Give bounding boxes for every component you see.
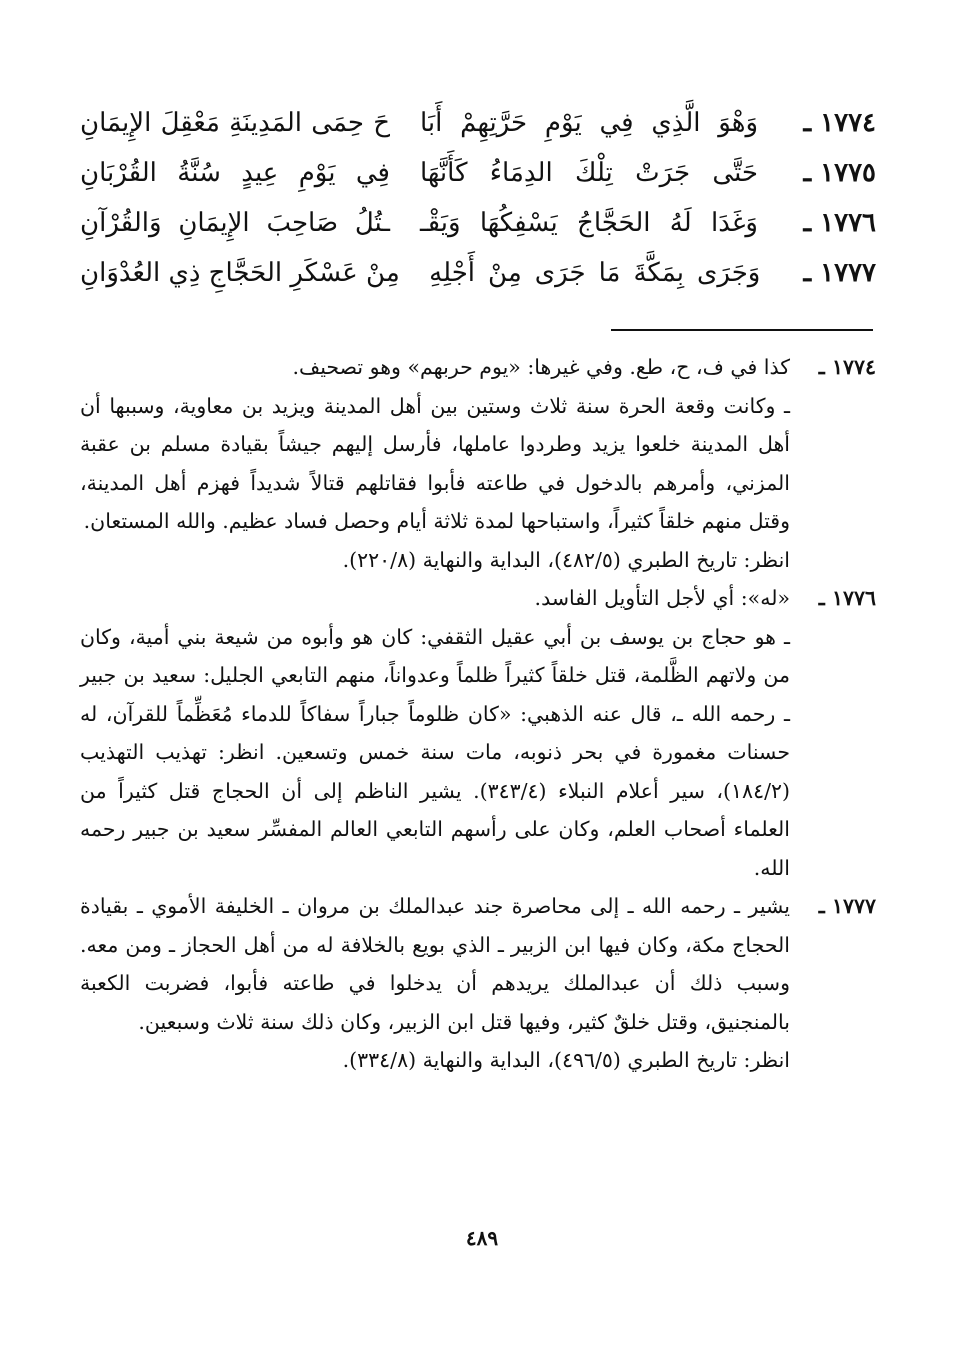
- footnote-paragraph: «له»: أي لأجل التأويل الفاسد.: [534, 586, 790, 610]
- verse-number: ١٧٧٥ ـ: [803, 158, 876, 188]
- footnote-reference: انظر: تاريخ الطبري (٤٩٦/٥)، البداية والنهاية (٣٣٤/٨).: [342, 1048, 790, 1072]
- verse-second-hemistich: مِنْ عَسْكَرِ الحَجَّاجِ ذِي العُدْوَانِ: [80, 258, 400, 288]
- poem-verses: [80, 108, 876, 308]
- verse-first-hemistich: حَتَّى جَرَتْ تِلْكَ الدِمَاءُ كَأَنَّهَا: [420, 158, 758, 188]
- footnote-reference: انظر: تاريخ الطبري (٤٨٢/٥)، البداية والنهاية (٢٢٠/٨).: [342, 547, 790, 572]
- footnote-1777: [80, 887, 876, 1080]
- footnote-number: ١٧٧٤ ـ: [818, 355, 876, 379]
- verse-1776: [80, 208, 876, 258]
- verse-first-hemistich: وَهْوَ الَّذِي فِي يَوْمِ حَرَّتِهِمْ أَبَا: [420, 108, 758, 138]
- footnote-number: ١٧٧٧ ـ: [818, 894, 876, 918]
- footnote-number: ١٧٧٦ ـ: [818, 586, 876, 610]
- verse-number: ١٧٧٤ ـ: [803, 108, 876, 138]
- verse-first-hemistich: وَجَرَى بِمَكَّةَ مَا جَرَى مِنْ أَجْلِهِ: [429, 258, 761, 288]
- verse-number: ١٧٧٧ ـ: [803, 258, 876, 288]
- footnote-1776: [80, 579, 876, 887]
- footnote-1774: [80, 348, 876, 579]
- verse-1775: [80, 158, 876, 208]
- footnote-paragraph: يشير ـ رحمه الله ـ إلى محاصرة جند عبدالملك بن مروان ـ الخليفة الأموي ـ بقيادة الحجاج مكة، وكان فيها ابن الزبير ـ الذي بويع بالخلافة له من أهل الحجاز ـ ومن معه. وسبب ذلك أن عبدالملك يريدهم أن يدخلوا في طاعته فأبوا، فضربت الكعبة بالمنجنيق، وقتل خلقٌ كثير، وفيها قتل ابن الزبير، وكان ذلك سنة ثلاث وسبعين.: [80, 894, 790, 1034]
- verse-number: ١٧٧٦ ـ: [803, 208, 876, 238]
- verse-second-hemistich: فِي يَوْمِ عِيدٍ سُنَّةُ القُرْبَانِ: [80, 158, 390, 188]
- footnote-separator: [611, 329, 873, 331]
- footnote-paragraph: كذا في ف، ح، طع. وفي غيرها: «يوم حربهم» وهو تصحيف.: [292, 355, 790, 379]
- footnote-paragraph: ـ هو حجاج بن يوسف بن أبي عقيل الثقفي: كان هو وأبوه من شيعة بني أمية، وكان من ولاتهم الظَّلمة، قتل خلقاً كثيراً ظلماً وعدواناً، منهم التابعي الجليل: سعيد بن جبير ـ رحمه الله ـ، قال عنه الذهبي: «كان ظلوماً جباراً سفاكاً للدماء مُعَظِّماً للقرآن، له حسنات مغمورة في بحر ذنوبه، مات سنة خمس وتسعين. انظر: تهذيب التهذيب (١٨٤/٢)، سير أعلام النبلاء (٣٤٣/٤). يشير الناظم إلى أن الحجاج قتل كثيراً من العلماء أصحاب العلم، وكان على رأسهم التابعي العالم المفسِّر سعيد بن جبير رحمه الله.: [80, 624, 790, 880]
- footnote-paragraph: ـ وكانت وقعة الحرة سنة ثلاث وستين بين أهل المدينة ويزيد بن معاوية، وسببها أن أهل المدينة خلعوا يزيد وطردوا عاملها، فأرسل إليهم جيشاً بقيادة مسلم بن عقبة المزني، وأمرهم بالدخول في طاعته فأبوا فقاتلهم قتالاً شديداً فهزم أهل المدينة، وقتل منهم خلقاً كثيراً، واستباحها لمدة ثلاثة أيام وحصل فساد عظيم. والله المستعان.: [80, 393, 790, 533]
- footnotes: [80, 348, 876, 1080]
- verse-second-hemistich: ـتُلُ صَاحِبَ الإِيمَانِ وَالقُرْآنِ: [80, 208, 390, 238]
- verse-first-hemistich: وَغَدَا لَهُ الحَجَّاجُ يَسْفِكُهَا وَيَقْـ: [420, 208, 758, 238]
- verse-second-hemistich: حَ حِمَى المَدِينَةِ مَعْقِلَ الإِيمَانِ: [80, 108, 390, 138]
- verse-1777: [80, 258, 876, 308]
- page-number: ٤٨٩: [465, 1226, 499, 1250]
- verse-1774: [80, 108, 876, 158]
